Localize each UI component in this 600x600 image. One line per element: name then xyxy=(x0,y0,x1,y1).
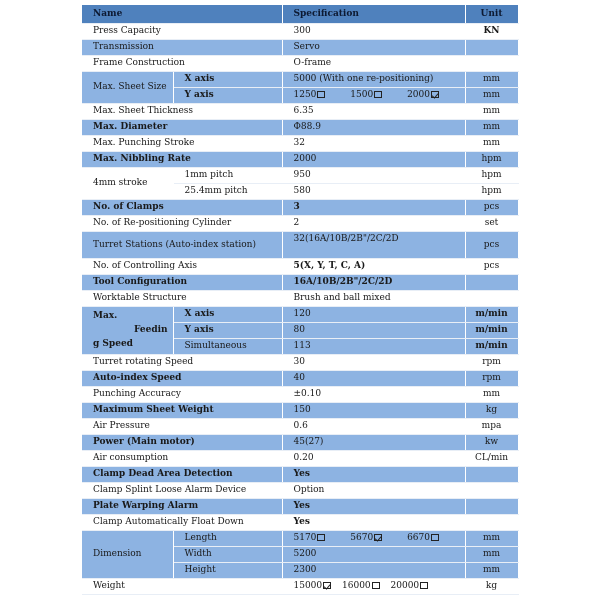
row-value: Yes xyxy=(282,515,465,531)
row-unit: CL/min xyxy=(465,451,518,467)
table-row xyxy=(82,579,518,595)
row-value: 30 xyxy=(282,355,465,371)
table-row xyxy=(82,355,518,371)
row-name: Weight xyxy=(82,579,282,595)
table-row xyxy=(82,483,518,499)
table-row xyxy=(82,275,518,291)
row-name: Air consumption xyxy=(82,451,282,467)
row-value: 6.35 xyxy=(282,104,465,120)
row-value: 150 xyxy=(282,403,465,419)
row-unit xyxy=(465,291,518,307)
row-value: 32 xyxy=(282,136,465,152)
row-value: Servo xyxy=(282,40,465,56)
header-unit: Unit xyxy=(465,5,518,24)
row-unit: mm xyxy=(465,72,518,88)
sub-label: Length xyxy=(173,531,282,547)
row-value: 80 xyxy=(282,323,465,339)
row-value: 2300 xyxy=(282,563,465,579)
row-unit: mm xyxy=(465,104,518,120)
row-unit xyxy=(465,483,518,499)
row-name-line: Max. xyxy=(93,311,118,321)
table-row xyxy=(82,120,518,136)
table-row xyxy=(82,104,518,120)
table-row xyxy=(82,371,518,387)
row-unit xyxy=(465,499,518,515)
header-name: Name xyxy=(82,5,282,24)
table-row xyxy=(82,56,518,72)
table-row xyxy=(82,200,518,216)
row-unit xyxy=(465,40,518,56)
header-specification: Specification xyxy=(282,5,465,24)
row-unit: kg xyxy=(465,403,518,419)
table-row xyxy=(82,403,518,419)
row-name-line: g Speed xyxy=(93,339,133,349)
option-group xyxy=(282,88,465,104)
row-name: Auto-index Speed xyxy=(82,371,282,387)
row-value: 950 xyxy=(282,168,465,184)
row-name: 4mm stroke xyxy=(82,168,173,200)
row-value: ±0.10 xyxy=(282,387,465,403)
checked-box-icon[interactable] xyxy=(374,534,382,541)
row-unit: kw xyxy=(465,435,518,451)
row-name: Transmission xyxy=(82,40,282,56)
row-name: Max. Punching Stroke xyxy=(82,136,282,152)
row-value: O-frame xyxy=(282,56,465,72)
table-row xyxy=(82,232,518,259)
row-value: 40 xyxy=(282,371,465,387)
table-row xyxy=(82,387,518,403)
row-name: Max. Sheet Thickness xyxy=(82,104,282,120)
row-unit: mm xyxy=(465,120,518,136)
table-row xyxy=(82,152,518,168)
option-value: 20000 xyxy=(390,581,420,591)
row-unit: hpm xyxy=(465,152,518,168)
table-header xyxy=(82,5,518,24)
table-row xyxy=(82,499,518,515)
row-value: 32(16A/10B/2B"/2C/2D xyxy=(282,232,465,259)
row-value: 113 xyxy=(282,339,465,355)
row-name: Plate Warping Alarm xyxy=(82,499,282,515)
table-row xyxy=(82,291,518,307)
row-value: Φ88.9 xyxy=(282,120,465,136)
row-unit: m/min xyxy=(465,307,518,323)
table-row xyxy=(82,531,518,547)
table-row xyxy=(82,168,518,184)
checked-box-icon[interactable] xyxy=(323,582,331,589)
row-unit: mm xyxy=(465,531,518,547)
row-unit xyxy=(465,56,518,72)
sub-label: Width xyxy=(173,547,282,563)
option-value: 5170 xyxy=(293,533,317,543)
table-row xyxy=(82,24,518,40)
row-value: 580 xyxy=(282,184,465,200)
table-row xyxy=(82,259,518,275)
table-row xyxy=(82,40,518,56)
option-value: 6670 xyxy=(407,533,430,543)
option-value: 2000 xyxy=(407,90,430,100)
row-unit: rpm xyxy=(465,355,518,371)
unchecked-box-icon[interactable] xyxy=(431,534,439,541)
row-name: Maximum Sheet Weight xyxy=(82,403,282,419)
row-name: No. of Controlling Axis xyxy=(82,259,282,275)
table-row xyxy=(82,216,518,232)
row-unit: mm xyxy=(465,547,518,563)
row-unit xyxy=(465,515,518,531)
row-name xyxy=(82,307,173,355)
row-name: Worktable Structure xyxy=(82,291,282,307)
row-value: Option xyxy=(282,483,465,499)
row-unit: mpa xyxy=(465,419,518,435)
row-value: Yes xyxy=(282,467,465,483)
sub-label: X axis xyxy=(173,307,282,323)
row-value: 5(X, Y, T, C, A) xyxy=(282,259,465,275)
unchecked-box-icon[interactable] xyxy=(420,582,428,589)
row-unit: mm xyxy=(465,387,518,403)
checked-box-icon[interactable] xyxy=(431,91,439,98)
row-unit: hpm xyxy=(465,184,518,200)
row-name: No. of Re-positioning Cylinder xyxy=(82,216,282,232)
sub-label: 1mm pitch xyxy=(173,168,282,184)
row-unit: hpm xyxy=(465,168,518,184)
row-value: 0.20 xyxy=(282,451,465,467)
option-value: 5670 xyxy=(350,533,374,543)
row-name: Max. Nibbling Rate xyxy=(82,152,282,168)
row-value: 300 xyxy=(282,24,465,40)
row-unit: pcs xyxy=(465,259,518,275)
row-value: 120 xyxy=(282,307,465,323)
row-name-line: Feedin xyxy=(134,325,168,335)
row-value: 2 xyxy=(282,216,465,232)
sub-label: Simultaneous xyxy=(173,339,282,355)
unchecked-box-icon[interactable] xyxy=(317,91,325,98)
option-value: 1250 xyxy=(293,90,317,100)
row-name: Max. Sheet Size xyxy=(82,72,173,104)
row-unit: pcs xyxy=(465,232,518,259)
specification-table xyxy=(82,5,519,595)
row-name: Clamp Dead Area Detection xyxy=(82,467,282,483)
row-name: No. of Clamps xyxy=(82,200,282,216)
row-name: Frame Construction xyxy=(82,56,282,72)
row-unit: m/min xyxy=(465,339,518,355)
row-unit: mm xyxy=(465,136,518,152)
table-row xyxy=(82,435,518,451)
row-value: 2000 xyxy=(282,152,465,168)
row-value: 0.6 xyxy=(282,419,465,435)
row-unit: mm xyxy=(465,88,518,104)
row-unit: kg xyxy=(465,579,518,595)
row-unit: rpm xyxy=(465,371,518,387)
unchecked-box-icon[interactable] xyxy=(372,582,380,589)
row-name: Punching Accuracy xyxy=(82,387,282,403)
option-group xyxy=(282,531,465,547)
row-name: Clamp Splint Loose Alarm Device xyxy=(82,483,282,499)
row-unit: pcs xyxy=(465,200,518,216)
row-value: 5200 xyxy=(282,547,465,563)
row-value: Brush and ball mixed xyxy=(282,291,465,307)
sub-label: X axis xyxy=(173,72,282,88)
row-value: Yes xyxy=(282,499,465,515)
sub-label: 25.4mm pitch xyxy=(173,184,282,200)
row-name: Clamp Automatically Float Down xyxy=(82,515,282,531)
sub-label: Height xyxy=(173,563,282,579)
option-value: 1500 xyxy=(350,90,374,100)
row-value: 45(27) xyxy=(282,435,465,451)
row-value: 5000 (With one re-positioning) xyxy=(282,72,465,88)
row-name: Press Capacity xyxy=(82,24,282,40)
table-row xyxy=(82,451,518,467)
row-unit xyxy=(465,467,518,483)
table-row xyxy=(82,136,518,152)
table-row xyxy=(82,72,518,88)
table-row xyxy=(82,515,518,531)
row-name: Air Pressure xyxy=(82,419,282,435)
sub-label: Y axis xyxy=(173,88,282,104)
row-unit: mm xyxy=(465,563,518,579)
table-row xyxy=(82,467,518,483)
row-value: 3 xyxy=(282,200,465,216)
row-name: Max. Diameter xyxy=(82,120,282,136)
row-name: Turret rotating Speed xyxy=(82,355,282,371)
row-value: 16A/10B/2B"/2C/2D xyxy=(282,275,465,291)
table-row xyxy=(82,307,518,323)
row-unit: m/min xyxy=(465,323,518,339)
option-group xyxy=(282,579,465,595)
row-name: Dimension xyxy=(82,531,173,579)
row-unit xyxy=(465,275,518,291)
row-unit: KN xyxy=(465,24,518,40)
row-unit: set xyxy=(465,216,518,232)
unchecked-box-icon[interactable] xyxy=(374,91,382,98)
row-name: Power (Main motor) xyxy=(82,435,282,451)
table-row xyxy=(82,419,518,435)
row-name: Turret Stations (Auto-index station) xyxy=(82,232,282,259)
sub-label: Y axis xyxy=(173,323,282,339)
unchecked-box-icon[interactable] xyxy=(317,534,325,541)
option-value: 15000 xyxy=(293,581,323,591)
row-name: Tool Configuration xyxy=(82,275,282,291)
option-value: 16000 xyxy=(342,581,371,591)
